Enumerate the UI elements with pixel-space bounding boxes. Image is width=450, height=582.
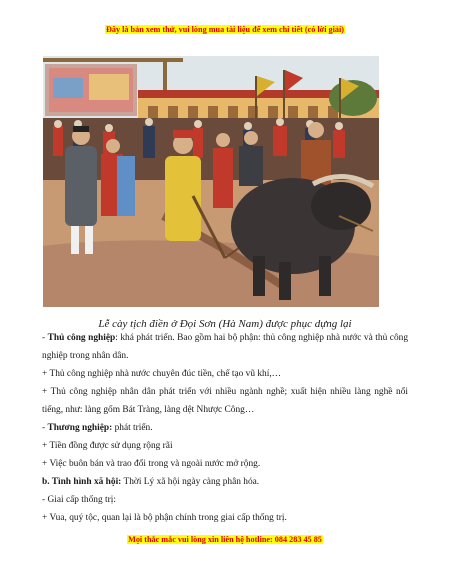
paragraph-king-nobles: + Vua, quý tộc, quan lại là bộ phận chính trong giai cấp thống trị.: [42, 513, 287, 523]
term-commerce: Thương nghiệp:: [47, 423, 113, 433]
commerce-text: phát triển.: [112, 423, 153, 433]
society-text: Thời Lý xã hội ngày càng phân hóa.: [121, 477, 260, 487]
top-banner-text: Đây là bản xem thử, vui lòng mua tài liệu để xem chi tiết (có lời giải): [105, 25, 344, 34]
bottom-banner: [0, 535, 450, 544]
paragraph-copper-coins: + Tiền đồng được sử dụng rộng rãi: [42, 441, 173, 451]
ploughing-ceremony-image: [43, 56, 379, 307]
term-handicraft: Thủ công nghiệp: [47, 333, 116, 343]
paragraph-trade: + Việc buôn bán và trao đổi trong và ngoài nước mở rộng.: [42, 459, 261, 469]
paragraph-ruling-class: - Giai cấp thống trị:: [42, 495, 116, 505]
paragraph-state-handicraft: + Thủ công nghiệp nhà nước chuyên đúc tiền, chế tạo vũ khí,…: [42, 369, 282, 379]
term-society: b. Tình hình xã hội:: [42, 477, 122, 487]
bottom-banner-text: Mọi thắc mắc vui lòng xin liên hệ hotline: 084 283 45 85: [128, 535, 322, 544]
paragraph-society: [42, 473, 408, 491]
paragraph-folk-handicraft: + Thủ công nghiệp nhân dân phát triển với nhiều ngành nghề; xuất hiện nhiều làng nghề nổi tiếng, như: làng gốm Bát Tràng, làng dệt Nhược Công…: [42, 387, 408, 415]
photo-caption: Lễ cày tịch điền ở Đọi Sơn (Hà Nam) được phục dựng lại: [98, 318, 352, 330]
paragraph-commerce: - Thương nghiệp: phát triển.: [42, 423, 153, 433]
top-banner: [0, 25, 450, 34]
handicraft-text: : khá phát triển. Bao gồm hai bộ phận: thủ công nghiệp nhà nước và thủ công nghiệp trong nhân dân.: [42, 333, 409, 361]
ceremony-photo: [43, 56, 379, 307]
paragraph-handicraft: - Thủ công nghiệp: khá phát triển. Bao gồm hai bộ phận: thủ công nghiệp nhà nước và thủ công nghiệp trong nhân dân.: [42, 333, 409, 361]
